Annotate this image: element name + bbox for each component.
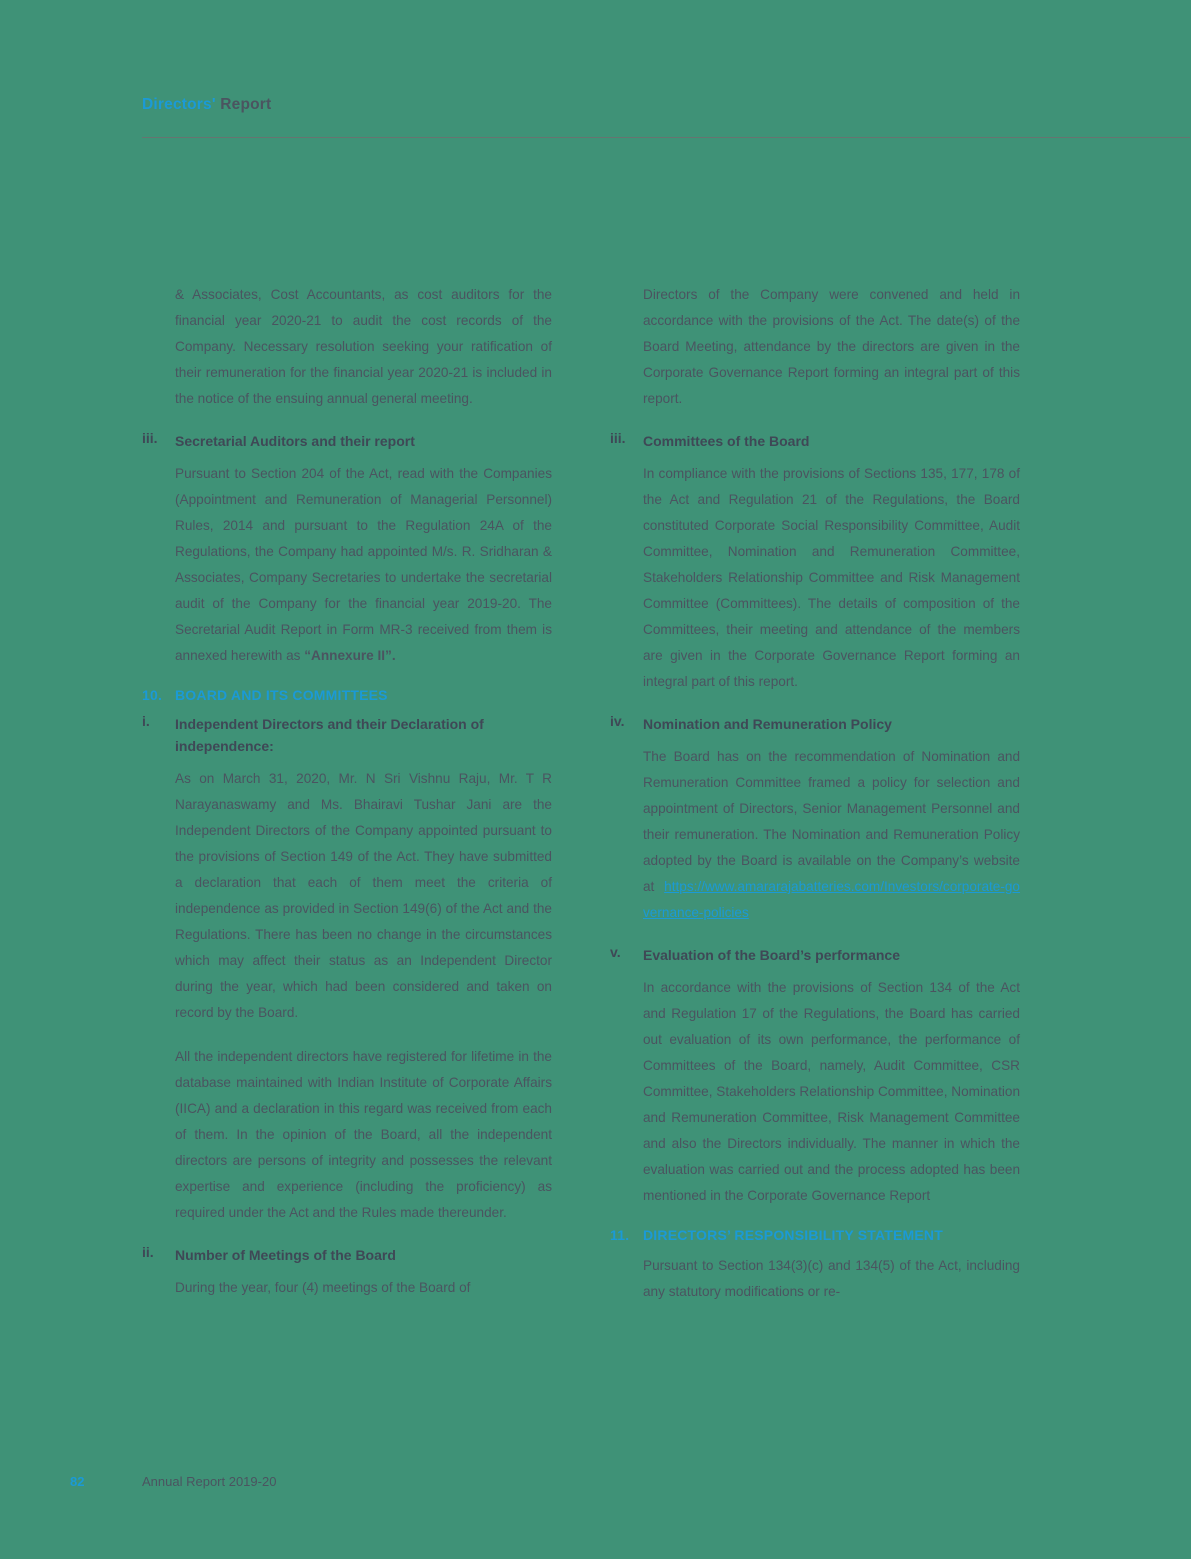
- header-divider: [142, 137, 1190, 138]
- page-header: [142, 96, 1190, 114]
- section-10-number: 10.: [142, 687, 163, 703]
- cost-auditor-paragraph: & Associates, Cost Accountants, as cost auditors for the financial year 2020-21 to audit the cost records of the Company. Necessary resolution seeking your ratification of their remuneration for the financial year 2020-21 is included in the notice of the ensuing annual general meeting.: [175, 287, 552, 406]
- secretarial-auditors-heading-number: iii.: [142, 430, 158, 446]
- secretarial-auditors-heading: [142, 430, 552, 452]
- board-evaluation-heading: [610, 944, 1020, 966]
- committees-of-board-paragraph: In compliance with the provisions of Sections 135, 177, 178 of the Act and Regulation 21 of the Regulations, the Board constituted Corporate Social Responsibility Committee, Audit Committee, Nomination and Remuneration Committee, Stakeholders Relationship Committee and Risk Management Committee (Committees). The details of composition of the Committees, their meeting and attendance of the members are given in the Corporate Governance Report forming an integral part of this report.: [643, 466, 1020, 689]
- independent-directors-paragraph-2: All the independent directors have registered for lifetime in the database maintained with Indian Institute of Corporate Affairs (IICA) and a declaration in this regard was received from each of them. In the opinion of the Board, all the independent directors are persons of integrity and possesses the relevant expertise and experience (including the proficiency) as required under the Act and the Rules made thereunder.: [175, 1049, 552, 1220]
- nomination-remuneration-policy-heading: [610, 713, 1020, 735]
- independent-directors-paragraph-1: As on March 31, 2020, Mr. N Sri Vishnu Raju, Mr. T R Narayanaswamy and Ms. Bhairavi Tushar Jani are the Independent Directors of the Company appointed pursuant to the provisions of Section 149 of the Act. They have submitted a declaration that each of them meet the criteria of independence as provided in Section 149(6) of the Act and the Regulations. There has been no change in the circumstances which may affect their status as an Independent Director during the year, which had been considered and taken on record by the Board.: [175, 771, 552, 1020]
- committees-of-board-heading-text: Committees of the Board: [643, 433, 810, 449]
- board-meetings-continuation-paragraph: Directors of the Company were convened and held in accordance with the provisions of the Act. The date(s) of the Board Meeting, attendance by the directors are given in the Corporate Governance Report forming an integral part of this report.: [643, 287, 1020, 406]
- nomination-remuneration-policy-text: The Board has on the recommendation of Nomination and Remuneration Committee framed a policy for selection and appointment of Directors, Senior Management Personnel and their remuneration. The Nomination and Remuneration Policy adopted by the Board is available on the Company’s website at: [643, 749, 1020, 894]
- section-10-heading: [142, 687, 552, 703]
- right-column: [610, 282, 1020, 1323]
- secretarial-auditors-paragraph: [175, 461, 552, 669]
- independent-directors-heading-text: Independent Directors and their Declaration of independence:: [175, 716, 484, 754]
- page-footer: [70, 1474, 1130, 1489]
- secretarial-auditors-heading-text: Secretarial Auditors and their report: [175, 433, 415, 449]
- board-evaluation-heading-number: v.: [610, 944, 621, 960]
- section-11-title: DIRECTORS’ RESPONSIBILITY STATEMENT: [643, 1227, 943, 1243]
- header-title: [142, 96, 1190, 114]
- number-of-meetings-paragraph: During the year, four (4) meetings of the Board of: [175, 1280, 471, 1295]
- nomination-remuneration-policy-heading-number: iv.: [610, 713, 625, 729]
- section-11-number: 11.: [610, 1227, 630, 1243]
- left-column: [142, 282, 552, 1319]
- header-title-accent: Directors': [142, 96, 216, 113]
- annexure-ii-reference: “Annexure II”.: [304, 648, 396, 663]
- governance-policies-link[interactable]: https://www.amararajabatteries.com/Investors/corporate-governance-policies: [643, 879, 1020, 920]
- number-of-meetings-heading-text: Number of Meetings of the Board: [175, 1247, 396, 1263]
- number-of-meetings-heading-number: ii.: [142, 1244, 154, 1260]
- footer-text: Annual Report 2019-20: [142, 1474, 277, 1489]
- independent-directors-heading-number: i.: [142, 713, 150, 729]
- secretarial-auditors-paragraph-text: Pursuant to Section 204 of the Act, read with the Companies (Appointment and Remuneration of Managerial Personnel) Rules, 2014 and pursuant to the Regulation 24A of the Regulations, the Company had appointed M/s. R. Sridharan & Associates, Company Secretaries to undertake the secretarial audit of the Company for the financial year 2019-20. The Secretarial Audit Report in Form MR-3 received from them is annexed herewith as: [175, 466, 552, 663]
- committees-of-board-heading-number: iii.: [610, 430, 626, 446]
- board-evaluation-heading-text: Evaluation of the Board’s performance: [643, 947, 900, 963]
- nomination-remuneration-policy-paragraph: [643, 744, 1020, 926]
- nomination-remuneration-policy-heading-text: Nomination and Remuneration Policy: [643, 716, 892, 732]
- section-11-heading: [610, 1227, 1020, 1243]
- header-title-rest: Report: [215, 96, 272, 113]
- number-of-meetings-heading: [142, 1244, 552, 1266]
- board-evaluation-paragraph: In accordance with the provisions of Section 134 of the Act and Regulation 17 of the Regulations, the Board has carried out evaluation of its own performance, the performance of Committees of the Board, namely, Audit Committee, CSR Committee, Stakeholders Relationship Committee, Nomination and Remuneration Committee, Risk Management Committee and also the Directors individually. The manner in which the evaluation was carried out and the process adopted has been mentioned in the Corporate Governance Report: [643, 980, 1021, 1203]
- committees-of-board-heading: [610, 430, 1020, 452]
- section-11-paragraph: Pursuant to Section 134(3)(c) and 134(5) of the Act, including any statutory modifications or re-: [643, 1258, 1020, 1299]
- independent-directors-heading: [142, 713, 552, 757]
- page-number: 82: [70, 1474, 85, 1489]
- section-10-title: BOARD AND ITS COMMITTEES: [175, 687, 388, 703]
